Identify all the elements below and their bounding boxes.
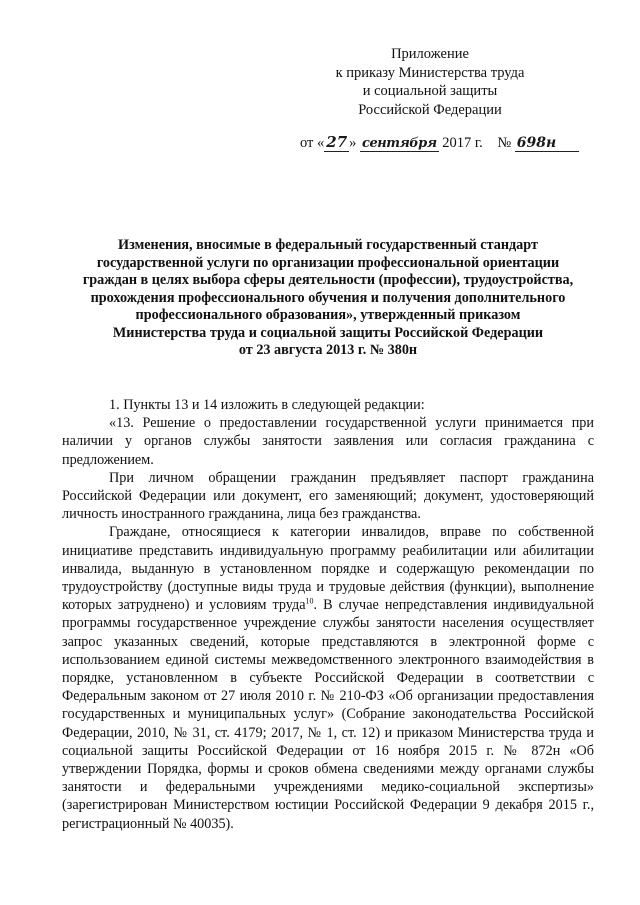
paragraph-4-part-a: Граждане, относящиеся к категории инвалидов, вправе по собственной инициативе представить индивидуальную программу реабилитации или абилитации инвалида, выданную в установленном порядке и содержащую рекомендации по трудоустройству (доступные виды труда и трудовые действия (функции), выполнение которых затруднено) и условиям труда: [62, 524, 594, 614]
paragraph-3: При личном обращении гражданин предъявляет паспорт гражданина Российской Федерации или документ, его заменяющий; документ, удостоверяющий личность иностранного гражданина, лица без гражданства.: [62, 469, 594, 523]
order-from-prefix: от «: [300, 135, 325, 151]
handwritten-month: сентября: [362, 136, 437, 151]
title-line-4: прохождения профессионального обучения и получения дополнительного: [90, 289, 566, 306]
annex-line-4: Российской Федерации: [358, 101, 502, 118]
order-date-number: [300, 133, 580, 152]
paragraph-4: [62, 523, 594, 832]
title-line-3: граждан в целях выбора сферы деятельности (профессии), трудоустройства,: [82, 272, 574, 288]
annex-line-2: к приказу Министерства труда: [335, 64, 525, 81]
order-quote-close: »: [349, 135, 357, 151]
handwritten-day: 27: [326, 133, 348, 151]
document-title: [62, 237, 594, 360]
number-sign: №: [497, 135, 512, 151]
title-line-2: государственной услуги по организации профессиональной ориентации: [96, 254, 560, 271]
title-line-6: Министерства труда и социальной защиты Российской Федерации: [112, 324, 544, 341]
handwritten-order-number: 698н: [515, 135, 579, 152]
title-line-5: профессионального образования», утвержденный приказом: [135, 307, 521, 323]
paragraph-4-part-b: . В случае непредставления индивидуальной программы государственное учреждение службы занятости населения осуществляет запрос указанных сведений, которые представляются в электронной форме с использованием единой системы межведомственного электронного взаимодействия в порядке, установленном в субъекте Российской Федерации в соответствии с Федеральным законом от 27 июля 2010 г. № 210-ФЗ «Об организации предоставления государственных и муниципальных услуг» (Собрание законодательства Российской Федерации, 2010, № 31, ст. 4179; 2017, № 1, ст. 12) и приказом Министерства труда и социальной защиты Российской Федерации от 16 ноября 2015 г. № 872н «Об утверждении Порядка, формы и сроков обмена сведениями между органами службы занятости и федеральными учреждениями медико-социальной экспертизы» (зарегистрирован Министерством юстиции Российской Федерации 9 декабря 2015 г., регистрационный № 40035).: [62, 597, 594, 832]
title-line-1: Изменения, вносимые в федеральный государственный стандарт: [118, 237, 538, 253]
paragraph-2: «13. Решение о предоставлении государственной услуги принимается при наличии у органов службы занятости заявления или согласия гражданина с предложением.: [62, 415, 594, 468]
document-body: [62, 396, 594, 833]
title-line-7: от 23 августа 2013 г. № 380н: [238, 342, 418, 358]
footnote-ref-10: 10: [305, 596, 314, 606]
annex-title: Приложение: [391, 46, 469, 62]
annex-line-3: и социальной защиты: [362, 83, 498, 99]
paragraph-1: 1. Пункты 13 и 14 изложить в следующей редакции:: [109, 397, 425, 413]
order-year: 2017 г.: [442, 135, 483, 151]
annex-header: [300, 45, 560, 119]
